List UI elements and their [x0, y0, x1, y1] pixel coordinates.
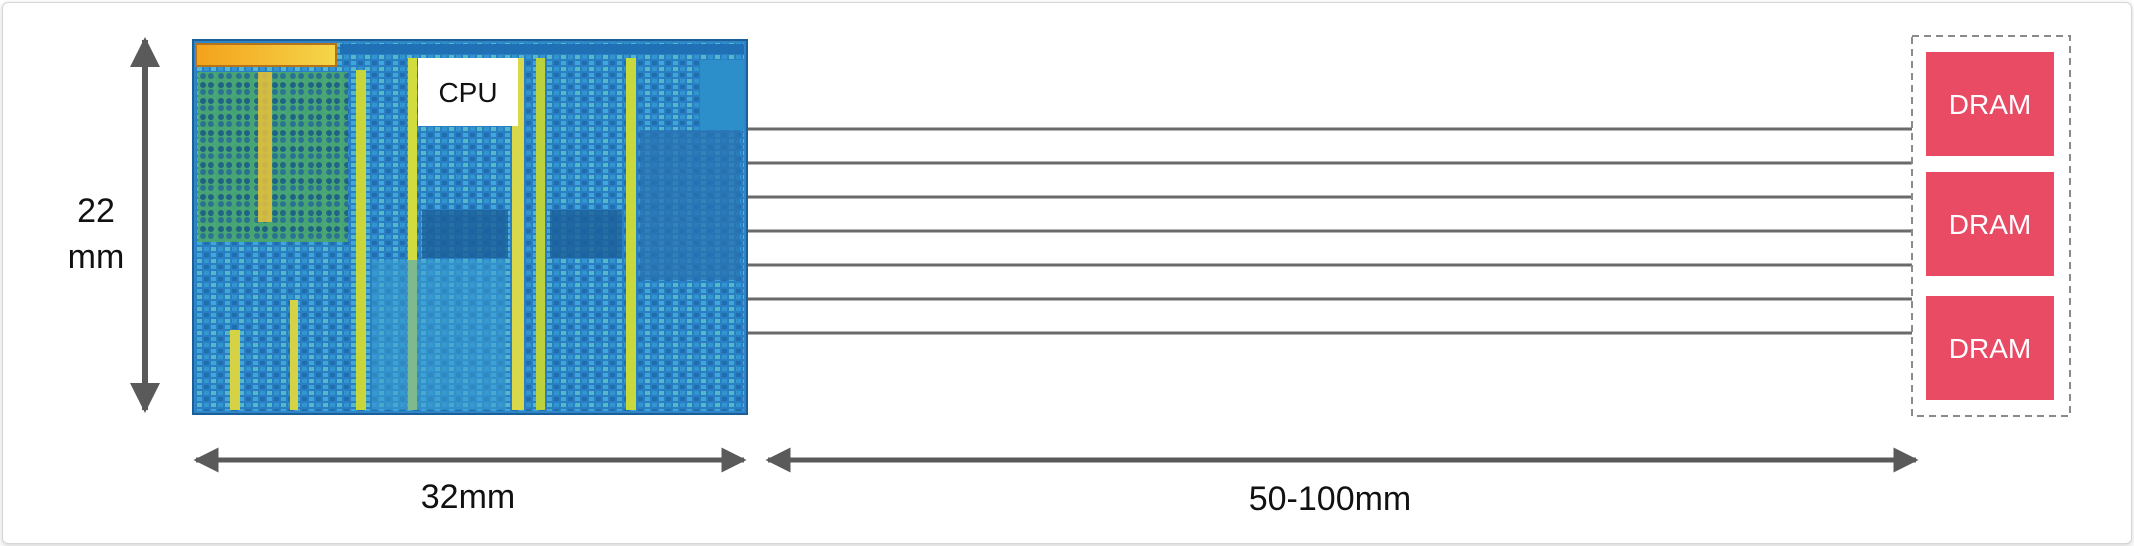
dram-module — [1926, 52, 2054, 156]
cpu-label — [418, 58, 518, 126]
width-label: 32mm — [420, 478, 516, 516]
cpu-label-text: CPU — [438, 77, 498, 108]
dram-module — [1926, 172, 2054, 276]
dram-module — [1926, 296, 2054, 400]
height-label-line2: mm — [67, 238, 125, 276]
dram-label: DRAM — [1948, 89, 2032, 120]
distance-label: 50-100mm — [1248, 480, 1412, 518]
dram-label: DRAM — [1948, 209, 2032, 240]
height-label-line1: 22 — [77, 192, 115, 230]
dram-label: DRAM — [1948, 333, 2032, 364]
memory-bus — [748, 129, 1912, 333]
